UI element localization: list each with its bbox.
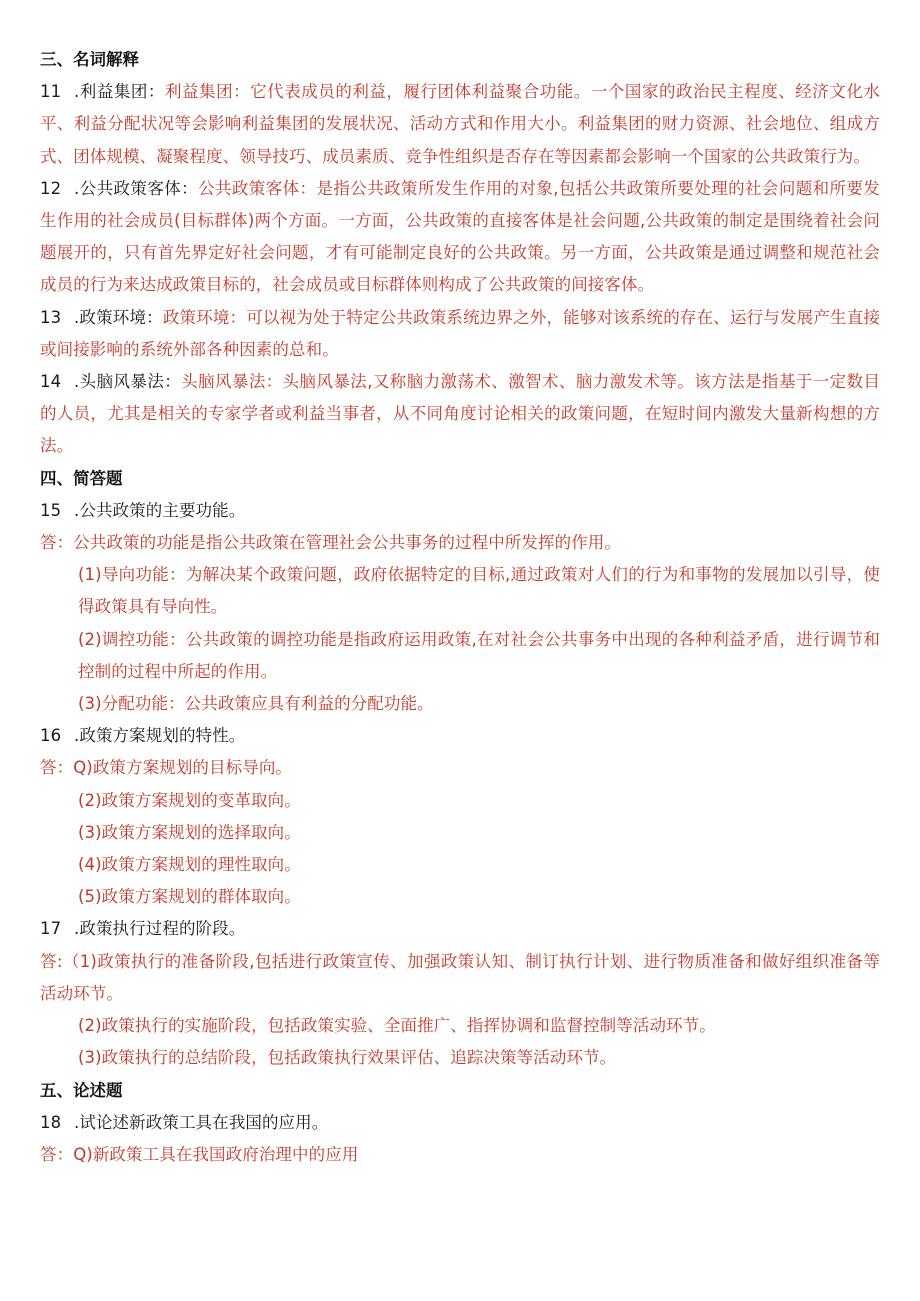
- question-answer: 政策环境：可以视为处于特定公共政策系统边界之外，能够对该系统的存在、运行与发展产生直接或间接影响的系统外部各种因素的总和。: [40, 307, 880, 359]
- question-number: 13: [40, 307, 62, 327]
- answer-point: (2)政策方案规划的变革取向。: [78, 790, 301, 810]
- question-answer: 利益集团：它代表成员的利益，履行团体利益聚合功能。一个国家的政治民主程度、经济文化水平、利益分配状况等会影响利益集团的发展状况、活动方式和作用大小。利益集团的财力资源、社会地位、组成方式、团体规模、凝聚程度、领导技巧、成员素质、竞争性组织是否存在等因素都会影响一个国家的公共政策行为。: [40, 82, 880, 166]
- question-number: 15: [40, 500, 62, 520]
- question-number: 17: [40, 919, 62, 939]
- question-number: 12: [40, 178, 62, 198]
- question-term: .头脑风暴法：: [74, 372, 182, 392]
- question-answer: 头脑风暴法：头脑风暴法,又称脑力激荡术、激智术、脑力激发术等。该方法是指基于一定数目的人员，尤其是相关的专家学者或利益当事者，从不同角度讨论相关的政策问题，在短时间内激发大量新构想的方法。: [40, 372, 880, 456]
- answer-point: (3)分配功能：公共政策应具有利益的分配功能。: [78, 694, 434, 714]
- section-heading-3: 三、名词解释: [40, 50, 139, 69]
- question-term: .政策环境：: [74, 307, 163, 327]
- question-13: [40, 302, 880, 366]
- question-12: [40, 173, 880, 302]
- question-15: [40, 495, 880, 527]
- answer-intro: 答：公共政策的功能是指公共政策在管理社会公共事务的过程中所发挥的作用。: [40, 533, 621, 553]
- section-heading-4: 四、简答题: [40, 468, 123, 488]
- question-number: 16: [40, 726, 62, 746]
- answer-point: 答：Q)新政策工具在我国政府治理中的应用: [40, 1144, 359, 1164]
- answer-point: (2)调控功能：公共政策的调控功能是指政府运用政策,在对社会公共事务中出现的各种利益矛盾，进行调节和控制的过程中所起的作用。: [78, 629, 880, 681]
- answer-point: (1)导向功能：为解决某个政策问题，政府依据特定的目标,通过政策对人们的行为和事物的发展加以引导，使得政策具有导向性。: [78, 565, 880, 617]
- answer-point: (4)政策方案规划的理性取向。: [78, 855, 301, 875]
- question-text: .政策执行过程的阶段。: [74, 919, 246, 939]
- question-term: .公共政策客体：: [74, 178, 199, 198]
- answer-point: (3)政策方案规划的选择取向。: [78, 822, 301, 842]
- question-answer: 公共政策客体：是指公共政策所发生作用的对象,包括公共政策所要处理的社会问题和所要发生作用的社会成员(目标群体)两个方面。一方面，公共政策的直接客体是社会问题,公共政策的制定是围绕着社会问题展开的，只有首先界定好社会问题，才有可能制定良好的公共政策。另一方面，公共政策是通过调整和规范社会成员的行为来达成政策目标的，社会成员或目标群体则构成了公共政策的间接客体。: [40, 178, 880, 295]
- answer-point: 答:（1)政策执行的准备阶段,包括进行政策宣传、加强政策认知、制订执行计划、进行物质准备和做好组织准备等活动环节。: [40, 951, 880, 1003]
- answer-point: 答：Q)政策方案规划的目标导向。: [40, 758, 293, 778]
- question-term: .利益集团：: [74, 82, 165, 102]
- question-number: 11: [40, 82, 62, 102]
- answer-point: (2)政策执行的实施阶段，包括政策实验、全面推广、指挥协调和监督控制等活动环节。: [78, 1016, 716, 1036]
- question-number: 18: [40, 1112, 62, 1132]
- question-16: [40, 720, 880, 752]
- question-14: [40, 366, 880, 463]
- question-18: [40, 1107, 880, 1139]
- question-number: 14: [40, 372, 62, 392]
- answer-point: (3)政策执行的总结阶段，包括政策执行效果评估、追踪决策等活动环节。: [78, 1048, 617, 1068]
- answer-point: (5)政策方案规划的群体取向。: [78, 887, 301, 907]
- section-heading-5: 五、论述题: [40, 1080, 123, 1100]
- question-text: .政策方案规划的特性。: [74, 726, 246, 746]
- question-text: .公共政策的主要功能。: [74, 500, 246, 520]
- question-11: [40, 76, 880, 173]
- question-17: [40, 913, 880, 945]
- question-text: .试论述新政策工具在我国的应用。: [74, 1112, 329, 1132]
